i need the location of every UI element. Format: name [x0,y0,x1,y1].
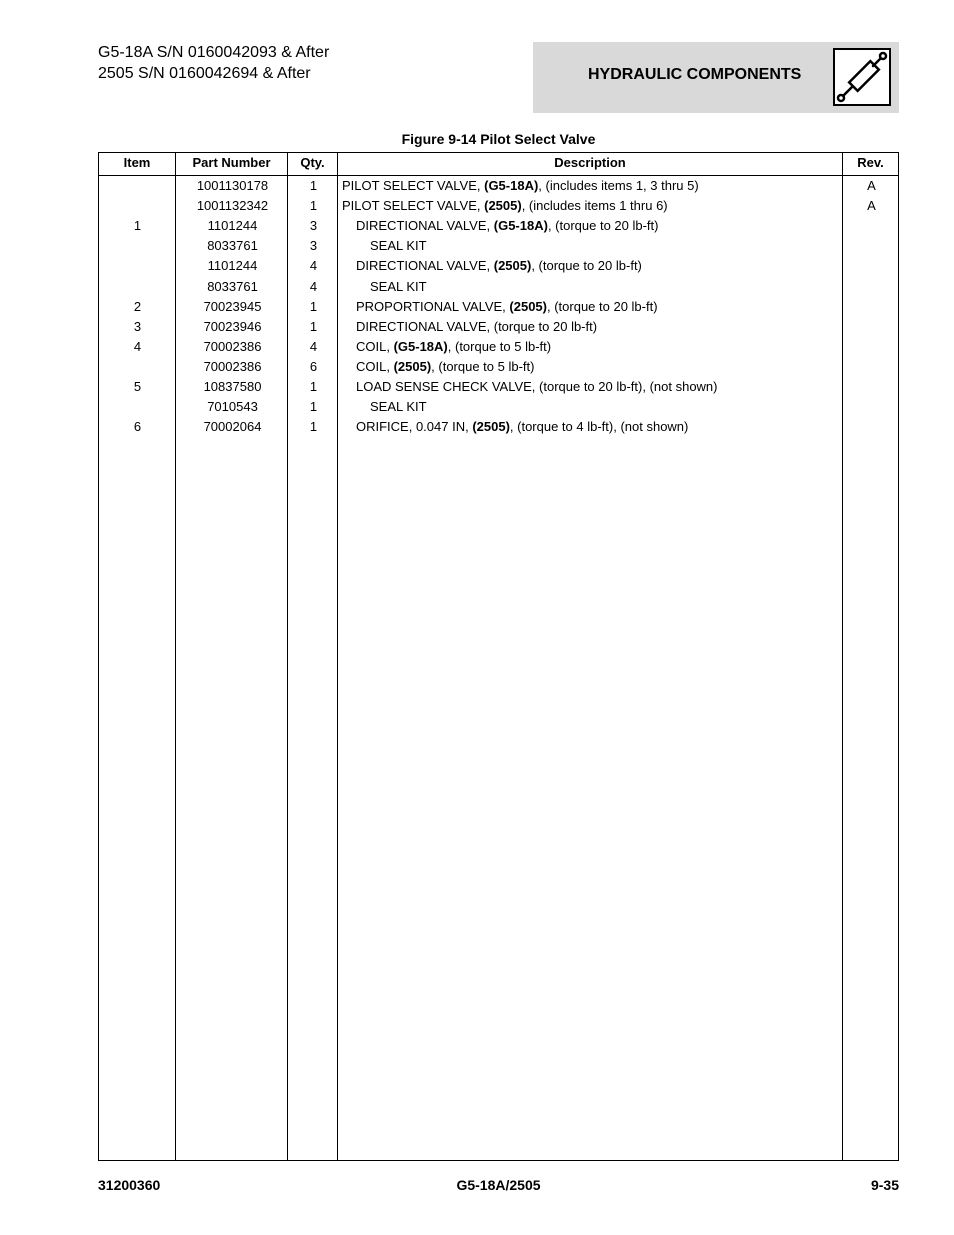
quantity-cell: 1 [309,419,318,435]
description-cell [342,216,856,236]
description-text: , (torque to 20 lb-ft) [547,218,659,234]
quantity-cell: 4 [309,278,318,294]
section-title: HYDRAULIC COMPONENTS [588,66,802,83]
item-number-cell: 2 [133,298,142,314]
part-number-cell: 70002386 [203,338,262,354]
part-number-cell: 1001132342 [196,198,269,214]
description-cell [342,317,856,337]
part-number-cell: 7010543 [207,399,258,415]
column-header-item: Item [123,155,151,170]
part-number-cell: 70002386 [203,358,262,374]
description-text: DIRECTIONAL VALVE, (torque to 20 lb-ft) [356,318,598,334]
table-row [99,397,898,417]
table-row [99,216,898,236]
description-text: LOAD SENSE CHECK VALVE, (torque to 20 lb-ft), (not shown) [356,379,718,394]
table-row [99,196,898,216]
header-serial-info [98,42,329,84]
section-header-box [533,42,899,113]
part-number-cell: 1001130178 [196,178,269,193]
quantity-cell: 1 [309,379,318,394]
description-text: ORIFICE, 0.047 IN, [356,419,473,435]
header-line-1: G5-18A S/N 0160042093 & After [98,44,330,61]
description-text: , (torque to 20 lb-ft) [531,258,642,274]
part-number-cell: 70002064 [203,419,262,435]
model-tag: (2505) [493,258,532,274]
description-cell [342,397,870,417]
column-header-rev: Rev. [857,155,884,170]
column-header-qty: Qty. [300,155,325,170]
description-text: COIL, [356,338,394,354]
hydraulic-cylinder-icon [833,48,891,106]
table-row [99,297,898,317]
item-number-cell: 1 [133,218,142,234]
part-number-cell: 8033761 [207,238,258,254]
table-row [99,277,898,297]
model-tag: (2505) [393,358,432,374]
table-row [99,377,898,397]
quantity-cell: 1 [309,399,318,415]
part-number-cell: 1101244 [207,218,258,234]
footer-model: G5-18A/2505 [456,1177,541,1193]
description-cell [342,357,856,377]
table-row [99,317,898,337]
quantity-cell: 3 [309,218,318,234]
description-text: , (torque to 4 lb-ft), (not shown) [509,419,689,435]
quantity-cell: 1 [309,178,318,193]
description-text: , (torque to 20 lb-ft) [546,298,658,314]
description-text: SEAL KIT [370,399,427,415]
quantity-cell: 1 [309,198,318,214]
description-text: , (includes items 1 thru 6) [521,198,668,214]
description-text: PILOT SELECT VALVE, [342,178,485,193]
description-cell [342,277,870,297]
description-text: SEAL KIT [370,238,427,254]
revision-cell: A [867,178,876,193]
table-row [99,337,898,357]
model-tag: (G5-18A) [484,178,539,193]
part-number-cell: 70023945 [203,298,262,314]
part-number-cell: 70023946 [203,318,262,334]
description-text: PILOT SELECT VALVE, [342,198,485,214]
description-cell [342,417,856,437]
table-row [99,417,898,437]
header-line-2: 2505 S/N 0160042694 & After [98,65,311,82]
description-text: , (includes items 1, 3 thru 5) [538,178,699,193]
quantity-cell: 1 [309,318,318,334]
quantity-cell: 4 [309,338,318,354]
part-number-cell: 1101244 [207,258,258,274]
description-text: , (torque to 5 lb-ft) [431,358,535,374]
description-text: , (torque to 5 lb-ft) [447,338,552,354]
description-cell [342,256,856,276]
item-number-cell: 5 [133,379,142,394]
description-cell [342,377,856,397]
description-text: DIRECTIONAL VALVE, [356,218,494,234]
part-number-cell: 8033761 [207,278,258,294]
item-number-cell: 6 [133,419,142,435]
quantity-cell: 3 [309,238,318,254]
revision-cell: A [867,198,876,214]
description-cell [342,236,870,256]
description-text: COIL, [356,358,394,374]
figure-title: Figure 9-14 Pilot Select Valve [401,131,596,147]
quantity-cell: 4 [309,258,318,274]
parts-table [98,152,899,1161]
model-tag: (G5-18A) [493,218,548,234]
description-cell [342,337,856,357]
footer-document-number: 31200360 [98,1177,161,1193]
column-header-description: Description [554,155,626,170]
table-row [99,176,898,196]
description-cell [342,176,842,196]
description-cell [342,297,856,317]
column-header-part-number: Part Number [192,155,271,170]
part-number-cell: 10837580 [203,379,262,394]
quantity-cell: 6 [309,358,318,374]
description-text: SEAL KIT [370,278,427,294]
item-number-cell: 3 [133,318,142,334]
item-number-cell: 4 [133,338,142,354]
description-text: PROPORTIONAL VALVE, [356,298,510,314]
description-text: DIRECTIONAL VALVE, [356,258,494,274]
model-tag: (G5-18A) [393,338,448,354]
table-row [99,357,898,377]
quantity-cell: 1 [309,298,318,314]
footer-page-number: 9-35 [870,1177,899,1193]
table-row [99,236,898,256]
model-tag: (2505) [509,298,547,314]
model-tag: (2505) [484,198,522,214]
table-row [99,256,898,276]
model-tag: (2505) [472,419,510,435]
description-cell [342,196,842,216]
